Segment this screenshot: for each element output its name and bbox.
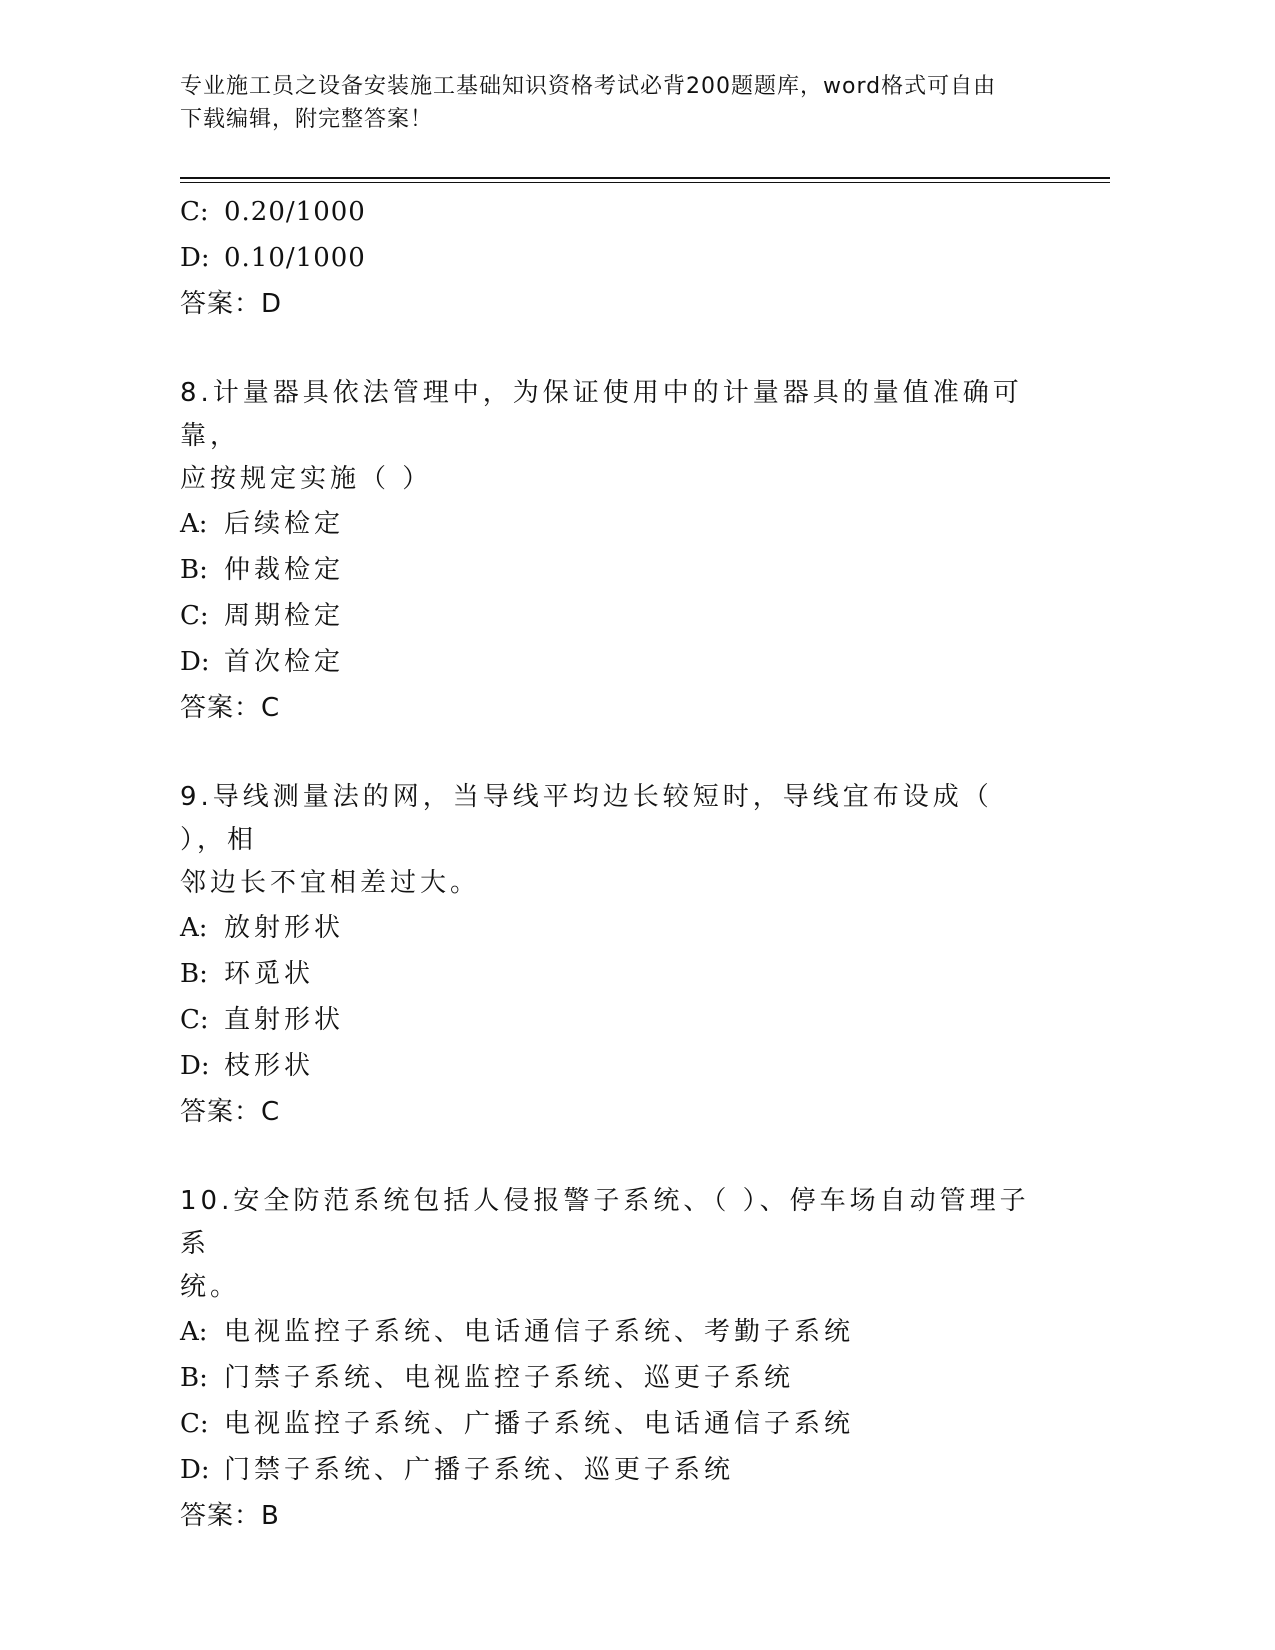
option-label: D: [180, 647, 210, 677]
option-label: B: [180, 959, 208, 989]
option-c [180, 189, 1080, 235]
header-line-2: 下载编辑，附完整答案！ [180, 107, 434, 132]
option-text: 环觅状 [224, 959, 315, 989]
stem-line-2: 统。 [180, 1272, 241, 1302]
option-label: D: [180, 1051, 210, 1081]
option-text: 电视监控子系统、广播子系统、电话通信子系统 [224, 1409, 855, 1439]
question-9 [180, 776, 1080, 1135]
question-10 [180, 1180, 1080, 1539]
question-stem [180, 776, 1040, 905]
option-label: A: [180, 913, 208, 943]
option-label: C: [180, 1409, 209, 1439]
option-text: 后续检定 [224, 509, 345, 539]
option-label: B: [180, 1363, 208, 1393]
question-stem [180, 372, 1040, 501]
option-a [180, 501, 1080, 547]
option-c [180, 593, 1080, 639]
option-label: D: [180, 1455, 210, 1485]
option-label: A: [180, 509, 208, 539]
option-label: A: [180, 1317, 208, 1347]
question-stem [180, 1180, 1040, 1309]
option-b [180, 1355, 1080, 1401]
stem-line-1: 10.安全防范系统包括人侵报警子系统、（ ）、停车场自动管理子系 [180, 1186, 1030, 1259]
option-text: 直射形状 [224, 1005, 345, 1035]
answer-line: 答案：D [180, 289, 283, 319]
option-text: 电视监控子系统、电话通信子系统、考勤子系统 [224, 1317, 855, 1347]
question-content [180, 189, 1080, 1539]
option-label: B: [180, 555, 208, 585]
stem-line-1: 8.计量器具依法管理中，为保证使用中的计量器具的量值准确可靠， [180, 378, 1023, 451]
option-d [180, 1447, 1080, 1493]
answer-line: 答案：C [180, 693, 281, 723]
document-header [180, 70, 1060, 136]
option-text: 0.20/1000 [224, 197, 366, 227]
option-d [180, 235, 1080, 281]
option-a [180, 1309, 1080, 1355]
stem-line-2: 应按规定实施（ ） [180, 464, 433, 494]
option-b [180, 951, 1080, 997]
option-text: 门禁子系统、广播子系统、巡更子系统 [224, 1455, 735, 1485]
option-text: 首次检定 [224, 647, 345, 677]
stem-line-1: 9.导线测量法的网，当导线平均边长较短时，导线宜布设成（ ），相 [180, 782, 993, 855]
option-text: 门禁子系统、电视监控子系统、巡更子系统 [224, 1363, 795, 1393]
option-label: C: [180, 197, 209, 227]
header-line-1: 专业施工员之设备安装施工基础知识资格考试必背200题题库，word格式可自由 [180, 74, 997, 99]
option-label: D: [180, 243, 210, 273]
stem-line-2: 邻边长不宜相差过大。 [180, 868, 481, 898]
header-rule-thick [180, 177, 1110, 179]
option-text: 放射形状 [224, 913, 345, 943]
option-d [180, 1043, 1080, 1089]
option-a [180, 905, 1080, 951]
option-text: 周期检定 [224, 601, 345, 631]
option-c [180, 997, 1080, 1043]
option-text: 仲裁检定 [224, 555, 345, 585]
question-7 [180, 189, 1080, 327]
answer-line: 答案：B [180, 1501, 280, 1531]
option-text: 枝形状 [224, 1051, 315, 1081]
option-text: 0.10/1000 [224, 243, 366, 273]
option-label: C: [180, 1005, 209, 1035]
question-8 [180, 372, 1080, 731]
answer-line: 答案：C [180, 1097, 281, 1127]
option-b [180, 547, 1080, 593]
option-label: C: [180, 601, 209, 631]
option-c [180, 1401, 1080, 1447]
option-d [180, 639, 1080, 685]
header-rule-thin [180, 182, 1110, 183]
